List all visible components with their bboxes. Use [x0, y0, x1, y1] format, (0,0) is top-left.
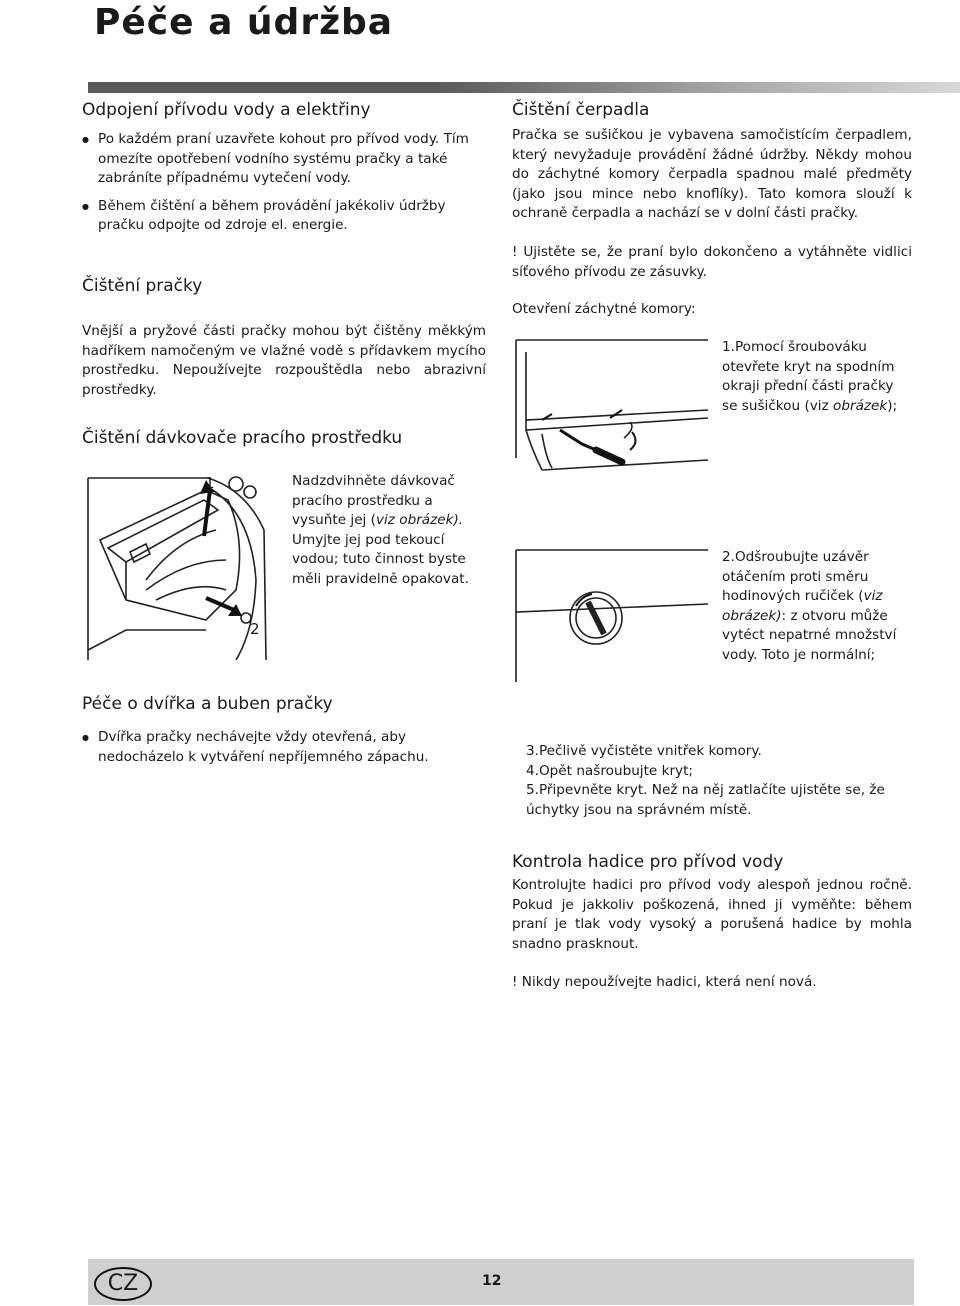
figure-label-2: 2 — [250, 620, 260, 638]
bullet-item: ● Během čištění a během provádění jakékoliv údržby pračku odpojte od zdroje el. energie. — [82, 197, 490, 236]
list-item: 4.Opět našroubujte kryt; — [526, 762, 694, 779]
step2-end: : z otvoru může vytéct nepatrné množství vody. Toto je normální; — [722, 607, 897, 663]
subheading: Otevření záchytné komory: — [512, 301, 696, 318]
dispenser-text-a: Nadzdvihněte dávkovač pracího prostředku a vysuňte jej ( — [292, 473, 455, 529]
warning-text: ! Nikdy nepoužívejte hadici, která není nová. — [512, 974, 817, 991]
pump-plug-illustration — [512, 548, 708, 682]
section-heading: Péče o dvířka a buben pračky — [82, 694, 333, 714]
dispenser-text-b: Umyjte jej pod tekoucí vodou; tuto činnost byste měli pravidelně opakovat. — [292, 531, 469, 587]
section-heading: Čištění čerpadla — [512, 100, 650, 120]
step2-text: 2.Odšroubujte uzávěr otáčením proti směru hodinových ručiček ( — [722, 549, 869, 605]
list-item: 5.Připevněte kryt. Než na něj zatlačíte ujistěte se, že úchytky jsou na správném místě. — [526, 782, 885, 818]
section-text: Kontrolujte hadici pro přívod vody alespoň jednou ročně. Pokud je jakkoliv poškozená, ihned ji vyměňte: během praní je tlak vody vysoký a porušená hadice by mohla snadno prasknout. — [512, 877, 912, 952]
dispenser-text — [292, 472, 488, 590]
section-disconnect — [82, 100, 490, 236]
pump-step-2 — [722, 548, 912, 666]
list-item: 3.Pečlivě vyčistěte vnitřek komory. — [526, 743, 762, 759]
section-text: Vnější a pryžové části pračky mohou být čištěny měkkým hadříkem namočeným ve vlažné vodě s přídavkem mycího prostředku. Nepoužívejte rozpouštědla nebo abrazivní prostředky. — [82, 323, 486, 398]
section-cleaning-machine — [82, 276, 486, 400]
bullet-item: ● Po každém praní uzavřete kohout pro přívod vody. Tím omezíte opotřebení vodního systému pračky a také zabráníte případnému vytečení vody. — [82, 130, 490, 189]
pump-steps-list — [512, 742, 912, 820]
dispenser-text-italic: viz obrázek). — [375, 512, 464, 529]
pump-step-1 — [722, 338, 912, 416]
section-heading: Čištění pračky — [82, 276, 203, 296]
page-title: Péče a údržba — [94, 2, 394, 43]
dispenser-illustration — [86, 470, 276, 660]
step1-text: 1.Pomocí šroubováku otevřete kryt na spodním okraji přední části pračky se sušičkou (viz — [722, 339, 895, 414]
bullet-item: ● Dvířka pračky nechávejte vždy otevřená, aby nedocházelo k vytváření nepříjemného zápachu. — [82, 728, 490, 767]
section-heading: Čištění dávkovače pracího prostředku — [82, 428, 403, 448]
figure-label-1: 1 — [205, 474, 215, 492]
page-number: 12 — [482, 1273, 502, 1289]
section-door-drum — [82, 694, 490, 767]
section-text: Pračka se sušičkou je vybavena samočistícím čerpadlem, který nevyžaduje provádění žádné údržby. Někdy mohou do záchytné komory čerpadla spadnou malé předměty (jako jsou mince nebo knoflíky). Tato komora slouží k ochraně čerpadla a nachází se v dolní části pračky. — [512, 127, 912, 222]
language-badge: CZ — [94, 1267, 152, 1301]
section-heading-dispenser — [82, 428, 486, 448]
section-hose — [512, 852, 912, 993]
step2-italic: viz obrázek) — [722, 588, 883, 624]
section-pump — [512, 100, 912, 320]
pump-cover-illustration — [512, 338, 708, 472]
section-heading: Kontrola hadice pro přívod vody — [512, 852, 784, 872]
section-heading: Odpojení přívodu vody a elektřiny — [82, 100, 371, 120]
step1-end: ); — [887, 397, 898, 414]
warning-text: ! Ujistěte se, že praní bylo dokončeno a vytáhněte vidlici síťového přívodu ze zásuvky. — [512, 243, 912, 280]
step1-italic: obrázek — [833, 397, 888, 414]
header-bar — [88, 82, 960, 93]
